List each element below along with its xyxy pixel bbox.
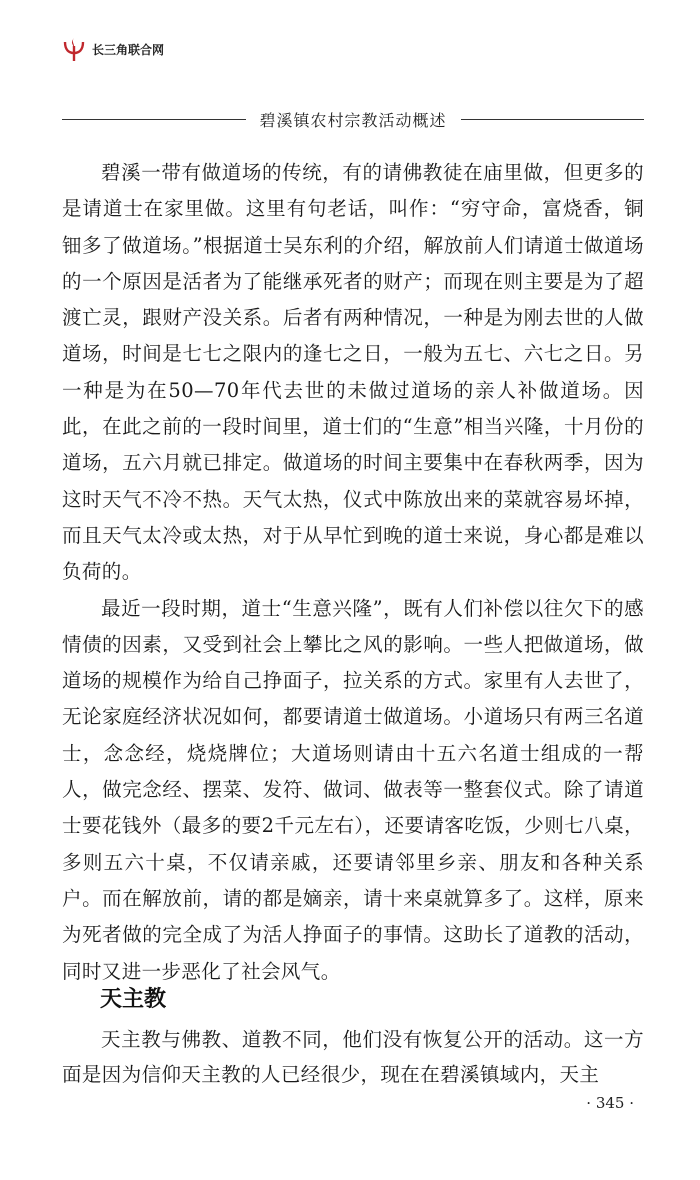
brand-name: 长三角联合网 <box>92 42 165 57</box>
paragraph-1: 碧溪一带有做道场的传统，有的请佛教徒在庙里做，但更多的是请道士在家里做。这里有句老话，叫作：“穷守命，富烧香，铜钿多了做道场。”根据道士吴东利的介绍，解放前人们请道士做道场的一个原因是活者为了能继承死者的财产；而现在则主要是为了超渡亡灵，跟财产没关系。后者有两种情况，一种是为刚去世的人做道场，时间是七七之限内的逢七之日，一般为五七、六七之日。另一种是为在50—70年代去世的未做过道场的亲人补做道场。因此，在此之前的一段时间里，道士们的“生意”相当兴隆，十月份的道场，五六月就已排定。做道场的时间主要集中在春秋两季，因为这时天气不冷不热。天气太热，仪式中陈放出来的菜就容易坏掉，而且天气太冷或太热，对于从早忙到晚的道士来说，身心都是难以负荷的。 <box>62 161 644 584</box>
running-header <box>62 108 644 131</box>
brand-logo <box>62 36 164 62</box>
section-body <box>62 1022 644 1092</box>
header-title: 碧溪镇农村宗教活动概述 <box>259 111 447 130</box>
section-paragraph: 天主教与佛教、道教不同，他们没有恢复公开的活动。这一方面是因为信仰天主教的人已经很少，现在在碧溪镇域内，天主 <box>62 1028 644 1086</box>
header-rule-left <box>62 119 246 120</box>
page-number: · 345 · <box>586 1094 634 1112</box>
section-heading: 天主教 <box>100 987 167 1012</box>
main-body <box>62 155 644 990</box>
psi-flame-logo-icon <box>62 36 86 62</box>
header-rule-right <box>461 119 645 120</box>
paragraph-2: 最近一段时期，道士“生意兴隆”，既有人们补偿以往欠下的感情债的因素，又受到社会上攀比之风的影响。一些人把做道场，做道场的规模作为给自己挣面子，拉关系的方式。家里有人去世了，无论家庭经济状况如何，都要请道士做道场。小道场只有两三名道士，念念经，烧烧牌位；大道场则请由十五六名道士组成的一帮人，做完念经、摆菜、发符、做词、做表等一整套仪式。除了请道士要花钱外（最多的要2千元左右），还要请客吃饭，少则七八桌，多则五六十桌，不仅请亲戚，还要请邻里乡亲、朋友和各种关系户。而在解放前，请的都是嫡亲，请十来桌就算多了。这样，原来为死者做的完全成了为活人挣面子的事情。这助长了道教的活动，同时又进一步恶化了社会风气。 <box>62 596 644 983</box>
